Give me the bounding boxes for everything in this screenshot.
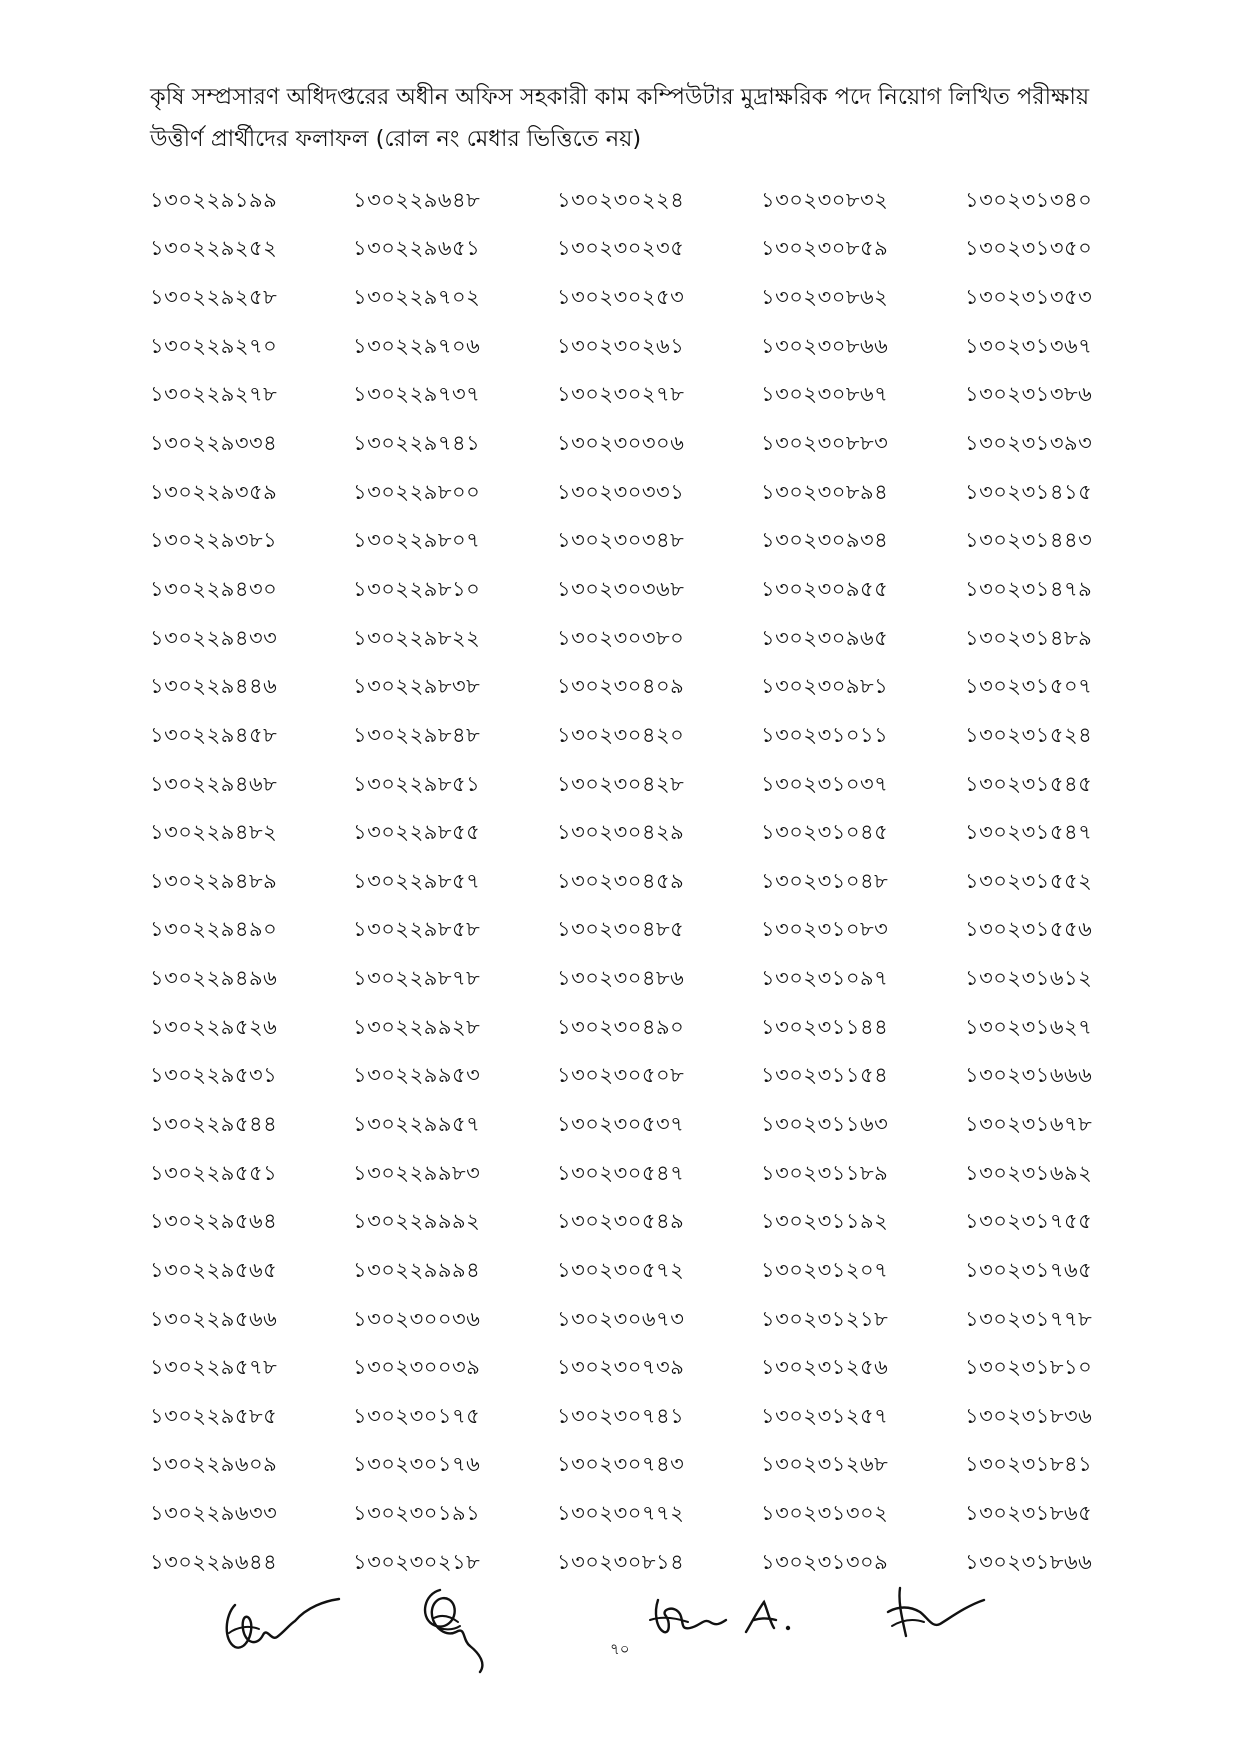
- roll-number: ১৩০২৩০১৯১: [353, 1501, 481, 1526]
- roll-number: ১৩০২৩০৫৪৯: [557, 1209, 685, 1234]
- roll-number: ১৩০২৩১৩৯৩: [965, 431, 1093, 456]
- roll-number: ১৩০২২৯৮১০: [353, 576, 481, 601]
- title-line-2: উত্তীর্ণ প্রার্থীদের ফলাফল (রোল নং মেধার ভিত্তিতে নয়): [150, 126, 642, 152]
- roll-number: ১৩০২২৯৯৯৪: [353, 1257, 481, 1282]
- table-row: [150, 1101, 1170, 1150]
- roll-number: ১৩০২৩০৪৮৫: [557, 917, 685, 942]
- roll-number: ১৩০২২৯৮৫৭: [353, 868, 481, 893]
- roll-number: ১৩০২২৯৮৫৫: [353, 820, 481, 845]
- roll-number: ১৩০২৩০২২৪: [557, 187, 685, 212]
- roll-number: ১৩০২৩১৪৪৩: [965, 528, 1093, 553]
- roll-number: ১৩০২২৯৬৫১: [353, 236, 481, 261]
- roll-number: ১৩০২৩০৫৭২: [557, 1257, 685, 1282]
- table-row: [150, 1247, 1170, 1296]
- roll-number: ১৩০২২৯৬৪৮: [353, 187, 481, 212]
- roll-number: ১৩০২৩০৩৪৮: [557, 528, 685, 553]
- roll-number: ১৩০২৩০১৭৫: [353, 1403, 481, 1428]
- roll-number: ১৩০২৩০৫৪৭: [557, 1160, 685, 1185]
- table-row: [150, 712, 1170, 761]
- roll-number: ১৩০২৩১৮৩৬: [965, 1403, 1093, 1428]
- roll-number: ১৩০২৩১১৬৩: [761, 1111, 889, 1136]
- roll-number: ১৩০২২৯৪৫৮: [150, 722, 278, 747]
- roll-number: ১৩০২৩১৫২৪: [965, 722, 1093, 747]
- roll-number: ১৩০২৩০৩৬৮: [557, 576, 685, 601]
- roll-number: ১৩০২২৯৪৩০: [150, 576, 278, 601]
- table-row: [150, 323, 1170, 372]
- roll-number: ১৩০২৩০৩০৬: [557, 431, 685, 456]
- roll-number: ১৩০২২৯৫৫১: [150, 1160, 278, 1185]
- roll-number: ১৩০২২৯৯৫৩: [353, 1063, 481, 1088]
- roll-number: ১৩০২৩০৯৬৫: [761, 625, 889, 650]
- table-row: [150, 226, 1170, 275]
- table-row: [150, 274, 1170, 323]
- roll-number: ১৩০২৩১৫৫২: [965, 868, 1093, 893]
- roll-number: ১৩০২৩১২১৮: [761, 1306, 889, 1331]
- roll-number: ১৩০২২৯৬৩৩: [150, 1501, 278, 1526]
- roll-number: ১৩০২২৯৭০৬: [353, 333, 481, 358]
- roll-number: ১৩০২৩১৫৪৭: [965, 820, 1093, 845]
- roll-number: ১৩০২৩১৫০৭: [965, 674, 1093, 699]
- signature-3: [640, 1588, 730, 1648]
- roll-number: ১৩০২২৯৫৬৫: [150, 1257, 278, 1282]
- table-row: [150, 907, 1170, 956]
- roll-number: ১৩০২৩১৩৮৬: [965, 382, 1093, 407]
- roll-number: ১৩০২৩০২৫৩: [557, 285, 685, 310]
- roll-number: ১৩০২৩১৫৪৫: [965, 771, 1093, 796]
- roll-number: ১৩০২৩০৪৯০: [557, 1014, 685, 1039]
- roll-number: ১৩০২৩১৫৫৬: [965, 917, 1093, 942]
- roll-number: ১৩০২৩০৯৫৫: [761, 576, 889, 601]
- roll-number: ১৩০২২৯৮৫৮: [353, 917, 481, 942]
- table-row: [150, 1490, 1170, 1539]
- table-row: [150, 955, 1170, 1004]
- roll-number: ১৩০২৩০৪২৮: [557, 771, 685, 796]
- roll-number: ১৩০২২৯৪৬৮: [150, 771, 278, 796]
- roll-number: ১৩০২৩০৮৬৭: [761, 382, 889, 407]
- roll-number: ১৩০২৩০৮৯৪: [761, 479, 889, 504]
- roll-number: ১৩০২৩০৯৩৪: [761, 528, 889, 553]
- roll-number: ১৩০২৩১০৯৭: [761, 966, 889, 991]
- roll-number: ১৩০২৩০৫৩৭: [557, 1111, 685, 1136]
- roll-number: ১৩০২৩১৩৫০: [965, 236, 1093, 261]
- roll-number: ১৩০২২৯২৫৮: [150, 285, 278, 310]
- page-title: [150, 76, 1110, 160]
- roll-number: ১৩০২২৯৯২৮: [353, 1014, 481, 1039]
- roll-number: ১৩০২২৯৬৪৪: [150, 1549, 278, 1574]
- signature-1: [215, 1585, 345, 1665]
- roll-number: ১৩০২৩০২৩৫: [557, 236, 685, 261]
- roll-number: ১৩০২৩০৭৪১: [557, 1403, 685, 1428]
- roll-number: ১৩০২২৯২৭৮: [150, 382, 278, 407]
- table-row: [150, 858, 1170, 907]
- signature-5: [880, 1582, 990, 1647]
- roll-number-grid: [150, 177, 1170, 1588]
- table-row: [150, 663, 1170, 712]
- roll-number: ১৩০২৩১৮৪১: [965, 1452, 1093, 1477]
- roll-number: ১৩০২২৯৮০০: [353, 479, 481, 504]
- roll-number: ১৩০২৩১৬১২: [965, 966, 1093, 991]
- signature-2: [410, 1580, 500, 1675]
- roll-number: ১৩০২২৯৭৪১: [353, 431, 481, 456]
- roll-number: ১৩০২২৯৯৫৭: [353, 1111, 481, 1136]
- roll-number: ১৩০২৩১৬৬৬: [965, 1063, 1093, 1088]
- roll-number: ১৩০২৩১০১১: [761, 722, 889, 747]
- roll-number: ১৩০২২৯২৫২: [150, 236, 278, 261]
- roll-number: ১৩০২২৯৫৬৬: [150, 1306, 278, 1331]
- roll-number: ১৩০২২৯৫৩১: [150, 1063, 278, 1088]
- roll-number: ১৩০২৩১৩০৯: [761, 1549, 889, 1574]
- roll-number: ১৩০২২৯৫২৬: [150, 1014, 278, 1039]
- roll-number: ১৩০২৩০৯৮১: [761, 674, 889, 699]
- table-row: [150, 469, 1170, 518]
- roll-number: ১৩০২২৯৪৩৩: [150, 625, 278, 650]
- roll-number: ১৩০২২৯৫৮৫: [150, 1403, 278, 1428]
- roll-number: ১৩০২২৯৮৩৮: [353, 674, 481, 699]
- roll-number: ১৩০২২৯৩৫৯: [150, 479, 278, 504]
- roll-number: ১৩০২২৯৩৩৪: [150, 431, 278, 456]
- roll-number: ১৩০২৩০৮৮৩: [761, 431, 889, 456]
- roll-number: ১৩০২২৯৮৭৮: [353, 966, 481, 991]
- roll-number: ১৩০২৩০০৩৯: [353, 1355, 481, 1380]
- roll-number: ১৩০২৩১২৫৬: [761, 1355, 889, 1380]
- roll-number: ১৩০২৩০৪৮৬: [557, 966, 685, 991]
- roll-number: ১৩০২৩১৬২৭: [965, 1014, 1093, 1039]
- roll-number: ১৩০২৩০৭৭২: [557, 1501, 685, 1526]
- roll-number: ১৩০২২৯৪৯৬: [150, 966, 278, 991]
- roll-number: ১৩০২২৯৪৮২: [150, 820, 278, 845]
- roll-number: ১৩০২২৯৬০৯: [150, 1452, 278, 1477]
- roll-number: ১৩০২৩০০৩৬: [353, 1306, 481, 1331]
- roll-number: ১৩০২৩১৩৬৭: [965, 333, 1093, 358]
- roll-number: ১৩০২২৯২৭০: [150, 333, 278, 358]
- roll-number: ১৩০২২৯৮০৭: [353, 528, 481, 553]
- roll-number: ১৩০২৩১০৪৮: [761, 868, 889, 893]
- table-row: [150, 615, 1170, 664]
- roll-number: ১৩০২২৯৫৬৪: [150, 1209, 278, 1234]
- table-row: [150, 177, 1170, 226]
- table-row: [150, 1004, 1170, 1053]
- roll-number: ১৩০২৩০৪২০: [557, 722, 685, 747]
- roll-number: ১৩০২৩১২৫৭: [761, 1403, 889, 1428]
- roll-number: ১৩০২২৯৮৪৮: [353, 722, 481, 747]
- roll-number: ১৩০২২৯৩৮১: [150, 528, 278, 553]
- roll-number: ১৩০২২৯৭৩৭: [353, 382, 481, 407]
- roll-number: ১৩০২২৯৯৮৩: [353, 1160, 481, 1185]
- roll-number: ১৩০২৩০৮৬২: [761, 285, 889, 310]
- roll-number: ১৩০২৩১৮১০: [965, 1355, 1093, 1380]
- roll-number: ১৩০২৩০৭৪৩: [557, 1452, 685, 1477]
- roll-number: ১৩০২৩১০৮৩: [761, 917, 889, 942]
- roll-number: ১৩০২২৯৫৪৪: [150, 1111, 278, 1136]
- roll-number: ১৩০২৩০৩৩১: [557, 479, 685, 504]
- roll-number: ১৩০২২৯৪৯০: [150, 917, 278, 942]
- roll-number: ১৩০২৩০৫০৮: [557, 1063, 685, 1088]
- roll-number: ১৩০২২৯৫৭৮: [150, 1355, 278, 1380]
- roll-number: ১৩০২২৯৮৫১: [353, 771, 481, 796]
- roll-number: ১৩০২২৯৮২২: [353, 625, 481, 650]
- roll-number: ১৩০২৩০৮১৪: [557, 1549, 685, 1574]
- roll-number: ১৩০২৩১৬৯২: [965, 1160, 1093, 1185]
- table-row: [150, 1053, 1170, 1102]
- roll-number: ১৩০২৩০৪২৯: [557, 820, 685, 845]
- roll-number: ১৩০২৩০৮৬৬: [761, 333, 889, 358]
- table-row: [150, 1150, 1170, 1199]
- roll-number: ১৩০২৩০৮৩২: [761, 187, 889, 212]
- table-row: [150, 1393, 1170, 1442]
- roll-number: ১৩০২২৯৪৪৬: [150, 674, 278, 699]
- roll-number: ১৩০২৩১১৯২: [761, 1209, 889, 1234]
- roll-number: ১৩০২৩১০৪৫: [761, 820, 889, 845]
- page-number: ৭০: [610, 1640, 630, 1658]
- roll-number: ১৩০২৩১৬৭৮: [965, 1111, 1093, 1136]
- table-row: [150, 372, 1170, 421]
- roll-number: ১৩০২৩১৩৫৩: [965, 285, 1093, 310]
- table-row: [150, 1198, 1170, 1247]
- roll-number: ১৩০২২৯৪৮৯: [150, 868, 278, 893]
- roll-number: ১৩০২৩০২৭৮: [557, 382, 685, 407]
- table-row: [150, 761, 1170, 810]
- roll-number: ১৩০২৩০৩৮০: [557, 625, 685, 650]
- table-row: [150, 1539, 1170, 1588]
- roll-number: ১৩০২৩০৪০৯: [557, 674, 685, 699]
- table-row: [150, 566, 1170, 615]
- table-row: [150, 420, 1170, 469]
- roll-number: ১৩০২৩১৪৭৯: [965, 576, 1093, 601]
- roll-number: ১৩০২৩১৩০২: [761, 1501, 889, 1526]
- roll-number: ১৩০২৩১১৮৯: [761, 1160, 889, 1185]
- roll-number: ১৩০২৩১১৫৪: [761, 1063, 889, 1088]
- roll-number: ১৩০২২৯৭০২: [353, 285, 481, 310]
- roll-number: ১৩০২৩১৮৬৬: [965, 1549, 1093, 1574]
- roll-number: ১৩০২৩১০৩৭: [761, 771, 889, 796]
- roll-number: ১৩০২৩০৪৫৯: [557, 868, 685, 893]
- roll-number: ১৩০২৩১৭৬৫: [965, 1257, 1093, 1282]
- roll-number: ১৩০২৩১৩৪০: [965, 187, 1093, 212]
- roll-number: ১৩০২৩১৭৫৫: [965, 1209, 1093, 1234]
- title-line-1: কৃষি সম্প্রসারণ অধিদপ্তরের অধীন অফিস সহকারী কাম কম্পিউটার মুদ্রাক্ষরিক পদে নিয়োগ লিখিত পরীক্ষায়: [150, 84, 1090, 110]
- roll-number: ১৩০২৩১২০৭: [761, 1257, 889, 1282]
- roll-number: ১৩০২২৯১৯৯: [150, 187, 278, 212]
- roll-number: ১৩০২৩০৭৩৯: [557, 1355, 685, 1380]
- roll-number: ১৩০২৩১৮৬৫: [965, 1501, 1093, 1526]
- roll-number: ১৩০২৩০২৬১: [557, 333, 685, 358]
- roll-number: ১৩০২৩১৪১৫: [965, 479, 1093, 504]
- table-row: [150, 517, 1170, 566]
- roll-number: ১৩০২৩০২১৮: [353, 1549, 481, 1574]
- table-row: [150, 1344, 1170, 1393]
- table-row: [150, 1442, 1170, 1491]
- roll-number: ১৩০২৩১২৬৮: [761, 1452, 889, 1477]
- roll-number: ১৩০২৩১৪৮৯: [965, 625, 1093, 650]
- roll-number: ১৩০২২৯৯৯২: [353, 1209, 481, 1234]
- roll-number: ১৩০২৩১৭৭৮: [965, 1306, 1093, 1331]
- table-row: [150, 1296, 1170, 1345]
- roll-number: ১৩০২৩০৬৭৩: [557, 1306, 685, 1331]
- roll-number: ১৩০২৩১১৪৪: [761, 1014, 889, 1039]
- roll-number: ১৩০২৩০৮৫৯: [761, 236, 889, 261]
- signature-4: [740, 1598, 800, 1638]
- table-row: [150, 809, 1170, 858]
- roll-number: ১৩০২৩০১৭৬: [353, 1452, 481, 1477]
